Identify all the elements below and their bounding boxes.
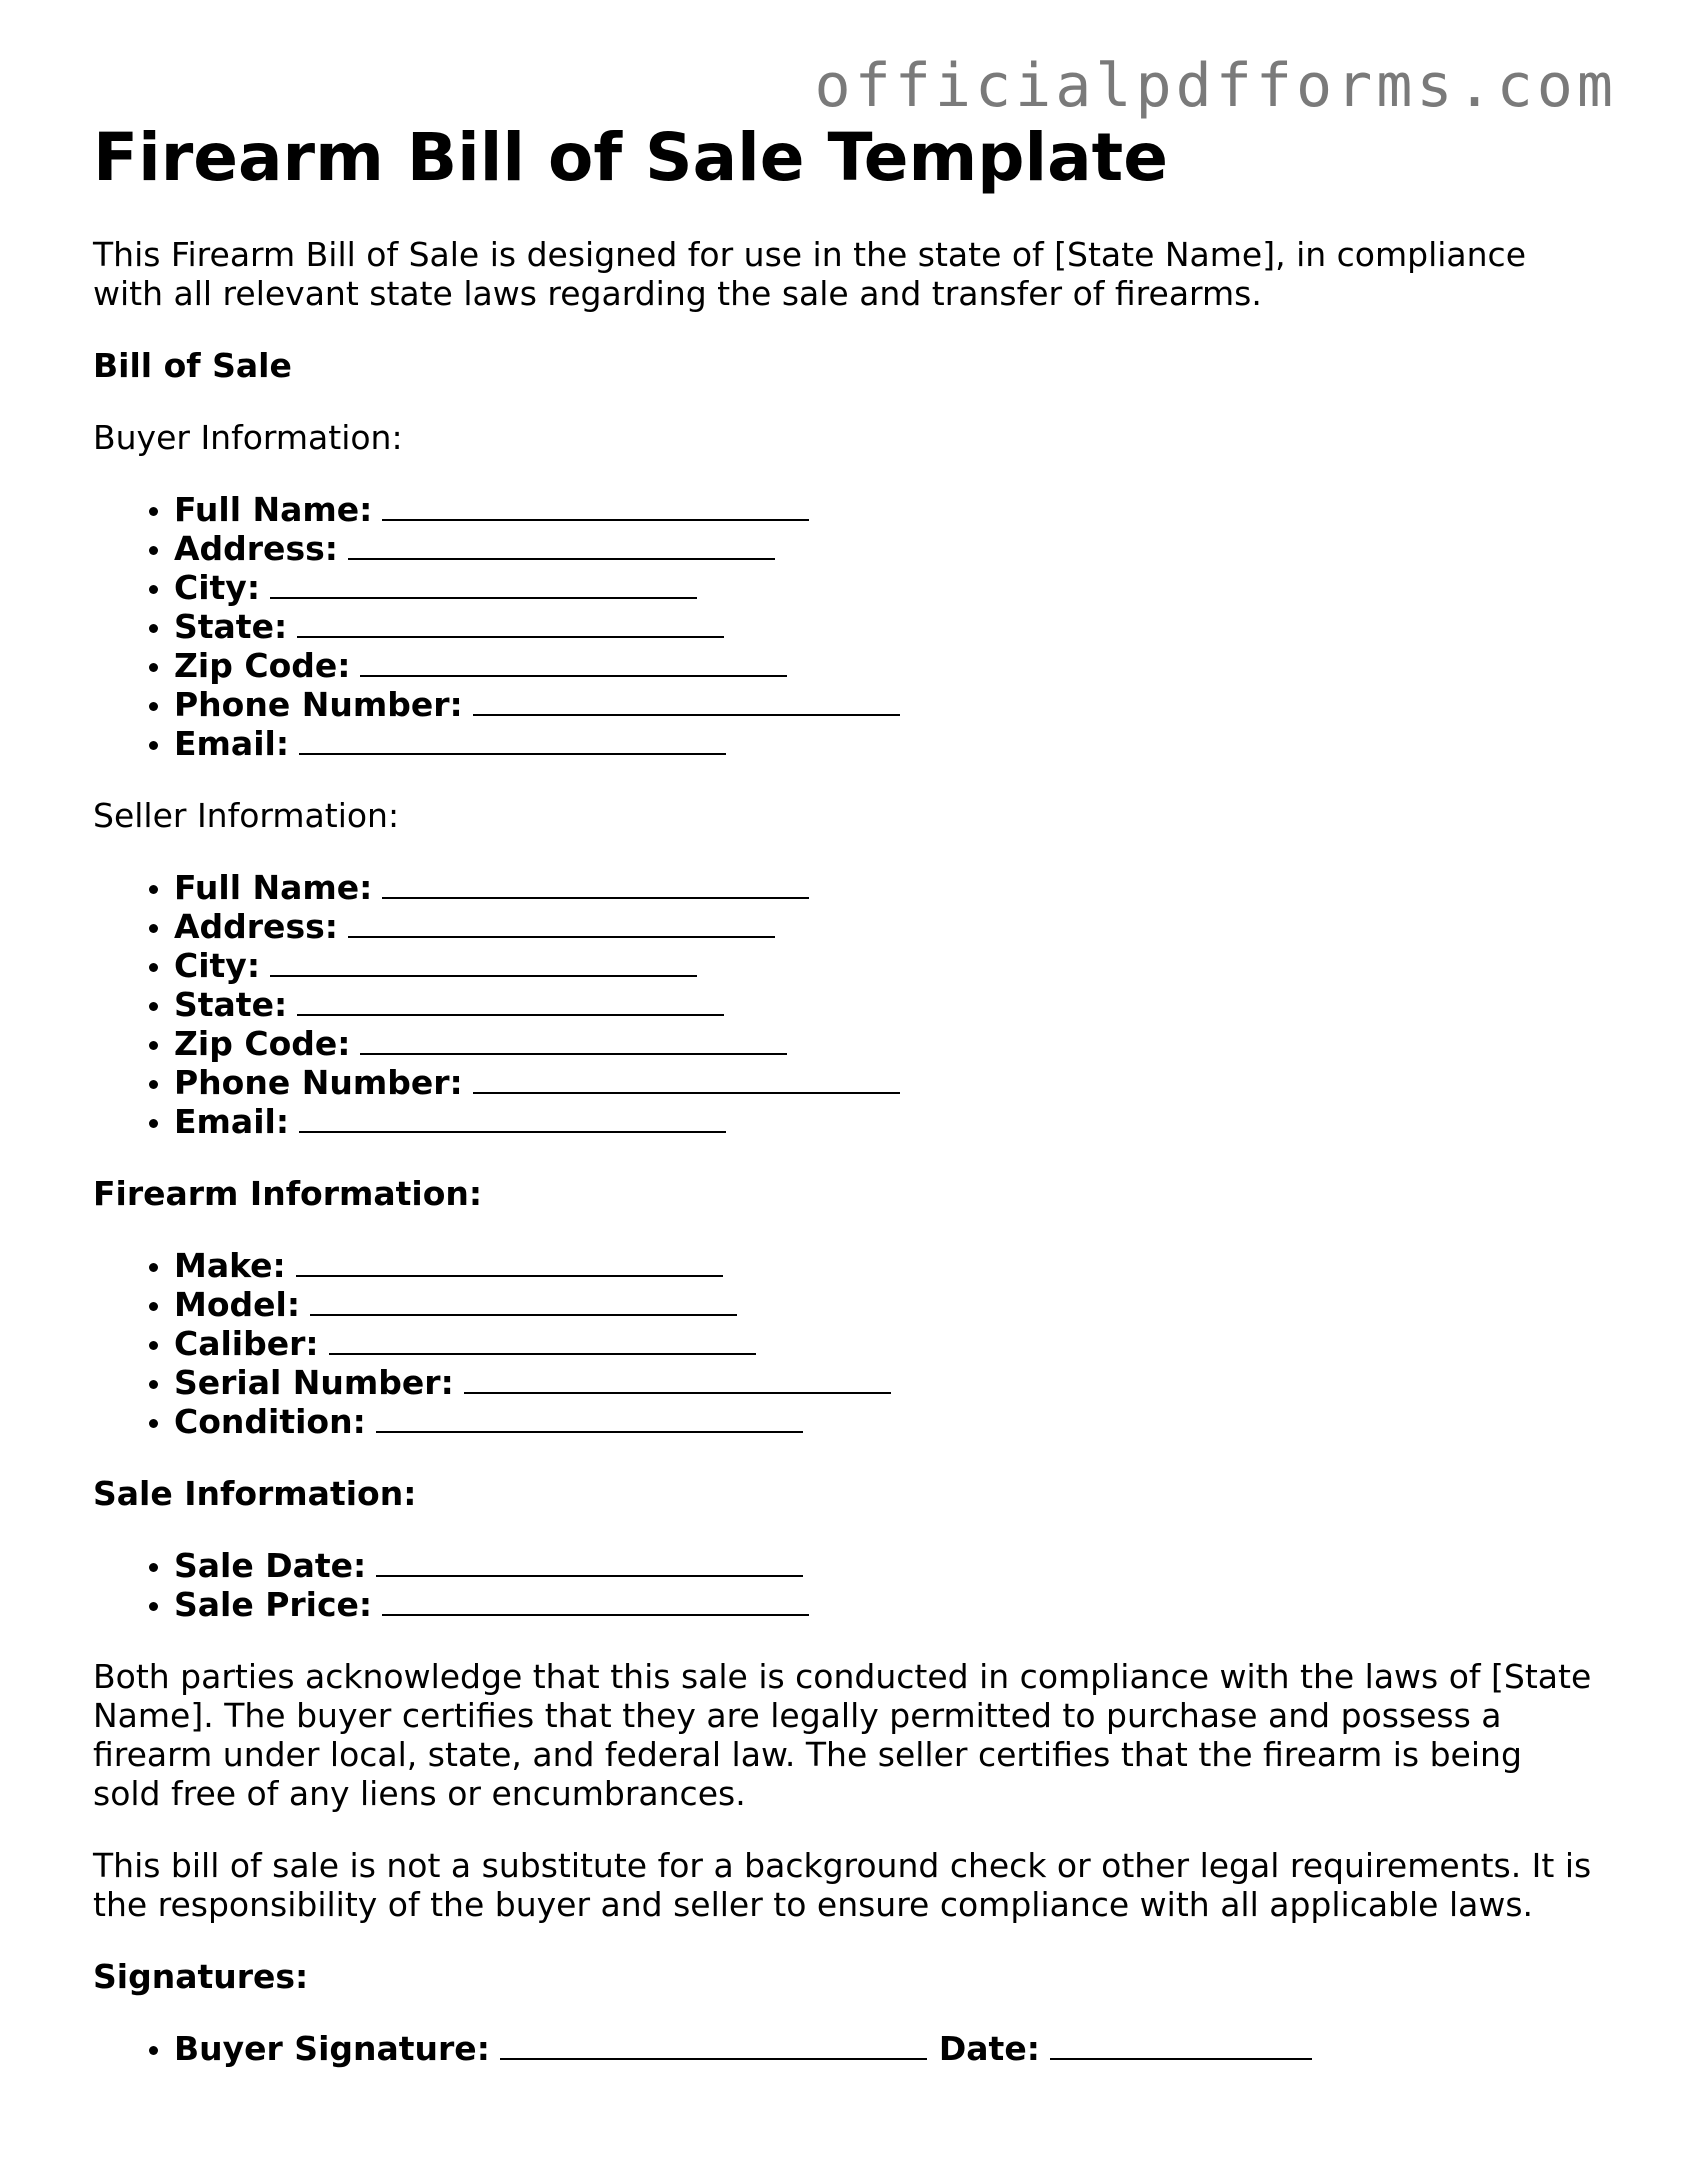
intro-paragraph: This Firearm Bill of Sale is designed for use in the state of [State Name], in compliance with all relevant state laws regarding the sale and transfer of firearms. xyxy=(93,235,1527,314)
fill-in-blank[interactable] xyxy=(348,530,775,560)
sale-fields-list xyxy=(93,1546,1593,1624)
field-label: Caliber: xyxy=(174,1324,319,1364)
fill-in-blank[interactable] xyxy=(299,1103,726,1133)
seller-phone-field xyxy=(174,1063,1593,1102)
fill-in-blank[interactable] xyxy=(296,1247,723,1277)
fill-in-blank[interactable] xyxy=(360,647,787,677)
buyer-info-heading: Buyer Information: xyxy=(93,418,403,458)
field-label: Email: xyxy=(174,724,290,764)
sale-info-heading: Sale Information: xyxy=(93,1474,417,1514)
firearm-fields-list xyxy=(93,1246,1593,1441)
fill-in-blank[interactable] xyxy=(297,986,724,1016)
field-label: Phone Number: xyxy=(174,1063,463,1103)
signatures-heading: Signatures: xyxy=(93,1957,309,1997)
buyer-signature-field xyxy=(174,2029,1593,2068)
fill-in-blank[interactable] xyxy=(464,1364,891,1394)
page-title: Firearm Bill of Sale Template xyxy=(93,119,1168,196)
firearm-serial-field xyxy=(174,1363,1593,1402)
signature-blank[interactable] xyxy=(500,2030,927,2060)
disclaimer-paragraph: This bill of sale is not a substitute for a background check or other legal requirements. It is the responsibility of the buyer and seller to ensure compliance with all applicable laws. xyxy=(93,1846,1592,1925)
seller-city-field xyxy=(174,946,1593,985)
buyer-zip-field xyxy=(174,646,1593,685)
fill-in-blank[interactable] xyxy=(299,725,726,755)
buyer-email-field xyxy=(174,724,1593,763)
field-label: Full Name: xyxy=(174,868,373,908)
field-label: Sale Date: xyxy=(174,1546,367,1586)
firearm-condition-field xyxy=(174,1402,1593,1441)
field-label: Address: xyxy=(174,529,338,569)
field-label: Email: xyxy=(174,1102,290,1142)
date-blank[interactable] xyxy=(1050,2030,1312,2060)
fill-in-blank[interactable] xyxy=(270,569,697,599)
fill-in-blank[interactable] xyxy=(360,1025,787,1055)
fill-in-blank[interactable] xyxy=(270,947,697,977)
fill-in-blank[interactable] xyxy=(376,1403,803,1433)
seller-address-field xyxy=(174,907,1593,946)
field-label: City: xyxy=(174,568,261,608)
seller-zip-field xyxy=(174,1024,1593,1063)
seller-fields-list xyxy=(93,868,1593,1141)
fill-in-blank[interactable] xyxy=(473,1064,900,1094)
fill-in-blank[interactable] xyxy=(382,1586,809,1616)
field-label: State: xyxy=(174,985,288,1025)
fill-in-blank[interactable] xyxy=(376,1547,803,1577)
buyer-phone-field xyxy=(174,685,1593,724)
firearm-make-field xyxy=(174,1246,1593,1285)
document-page xyxy=(93,118,1593,2068)
firearm-info-heading: Firearm Information: xyxy=(93,1174,483,1214)
acknowledgment-paragraph: Both parties acknowledge that this sale is conducted in compliance with the laws of [State Name]. The buyer certifies that they are legally permitted to purchase and possess a firearm under local, state, and federal law. The seller certifies that the firearm is being sold free of any liens or encumbrances. xyxy=(93,1657,1592,1814)
watermark: officialpdfforms.com xyxy=(814,51,1617,121)
sale-date-field xyxy=(174,1546,1593,1585)
fill-in-blank[interactable] xyxy=(382,491,809,521)
signatures-list xyxy=(93,2029,1593,2068)
buyer-full-name-field xyxy=(174,490,1593,529)
field-label: Buyer Signature: xyxy=(174,2029,490,2069)
date-label: Date: xyxy=(938,2029,1040,2069)
fill-in-blank[interactable] xyxy=(329,1325,756,1355)
fill-in-blank[interactable] xyxy=(348,908,775,938)
fill-in-blank[interactable] xyxy=(297,608,724,638)
fill-in-blank[interactable] xyxy=(382,869,809,899)
sale-price-field xyxy=(174,1585,1593,1624)
field-label: Model: xyxy=(174,1285,301,1325)
fill-in-blank[interactable] xyxy=(473,686,900,716)
seller-state-field xyxy=(174,985,1593,1024)
firearm-model-field xyxy=(174,1285,1593,1324)
seller-info-heading: Seller Information: xyxy=(93,796,400,836)
field-label: Condition: xyxy=(174,1402,366,1442)
field-label: Serial Number: xyxy=(174,1363,454,1403)
field-label: Phone Number: xyxy=(174,685,463,725)
buyer-city-field xyxy=(174,568,1593,607)
field-label: Address: xyxy=(174,907,338,947)
field-label: Zip Code: xyxy=(174,646,351,686)
field-label: Full Name: xyxy=(174,490,373,530)
field-label: State: xyxy=(174,607,288,647)
field-label: Zip Code: xyxy=(174,1024,351,1064)
field-label: Make: xyxy=(174,1246,286,1286)
seller-email-field xyxy=(174,1102,1593,1141)
field-label: City: xyxy=(174,946,261,986)
bill-of-sale-heading: Bill of Sale xyxy=(93,346,292,386)
buyer-state-field xyxy=(174,607,1593,646)
firearm-caliber-field xyxy=(174,1324,1593,1363)
buyer-fields-list xyxy=(93,490,1593,763)
fill-in-blank[interactable] xyxy=(310,1286,737,1316)
buyer-address-field xyxy=(174,529,1593,568)
field-label: Sale Price: xyxy=(174,1585,373,1625)
seller-full-name-field xyxy=(174,868,1593,907)
